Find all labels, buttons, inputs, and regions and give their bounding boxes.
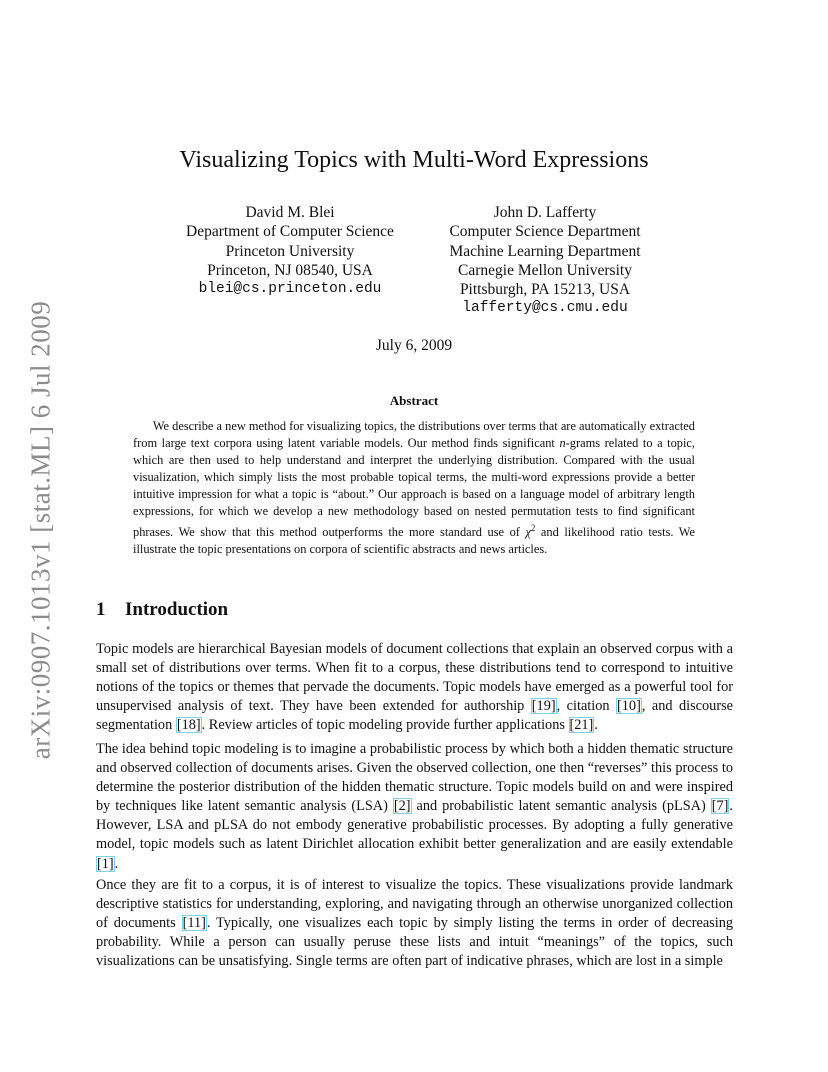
arxiv-identifier: arXiv:0907.1013v1 [stat.ML] 6 Jul 2009 bbox=[25, 300, 56, 760]
citation-link[interactable]: [1] bbox=[97, 855, 114, 872]
author-affiliation: Princeton University bbox=[225, 242, 355, 260]
abstract-text: -grams related to a topic, which are then used to help understand and interpret the underlying distribution. Compared with the usual visualization, which simply lists the most probable topical terms, the multi-word expressions provide a better intuitive impression for what a topic is “about.” Our approach is based on a language model of arbitrary length expressions, for which we develop a new methodology based on nested permutation tests to find significant phrases. We show that this method outperforms the more standard use of bbox=[133, 436, 695, 540]
abstract-text: We describe a new method for visualizing topics, the distributions over terms that are automatically extracted from large text corpora using latent variable models. Our method finds significant bbox=[133, 419, 695, 450]
paragraph-text: . However, LSA and pLSA do not embody generative probabilistic processes. By adopting a fully generative model, topic models such as latent Dirichlet allocation exhibit better generalization and are easily extendable bbox=[96, 798, 733, 853]
author-name: David M. Blei bbox=[245, 204, 335, 221]
paragraph-text: and probabilistic latent semantic analysis (pLSA) bbox=[411, 798, 711, 815]
author-affiliation: Computer Science Department bbox=[449, 223, 641, 241]
chi-symbol: χ bbox=[525, 525, 531, 540]
section-heading bbox=[96, 599, 228, 621]
citation-link[interactable]: [10] bbox=[617, 698, 641, 715]
author-affiliation: Department of Computer Science bbox=[186, 223, 394, 241]
paragraph-text: , and discourse segmentation bbox=[96, 698, 733, 734]
author-block-2 bbox=[425, 203, 665, 319]
citation-link[interactable]: [2] bbox=[393, 798, 411, 815]
paragraph-text: . bbox=[114, 855, 119, 872]
author-affiliation: Carnegie Mellon University bbox=[458, 261, 632, 279]
intro-paragraph-3 bbox=[96, 876, 733, 971]
author-affiliation: Pittsburgh, PA 15213, USA bbox=[459, 281, 631, 299]
section-title: Introduction bbox=[125, 599, 229, 620]
author-affiliation: Machine Learning Department bbox=[449, 242, 641, 260]
citation-link[interactable]: [11] bbox=[182, 915, 206, 932]
paragraph-text: The idea behind topic modeling is to imagine a probabilistic process by which both a hidden thematic structure and observed collection of documents arises. Given the observed collection, one then “reverses” this process to determine the posterior distribution of the hidden thematic structure. Topic models build on and were inspired by techniques like latent semantic analysis (LSA) bbox=[96, 741, 733, 815]
abstract-italic-n: n bbox=[559, 436, 566, 450]
paragraph-text: . Review articles of topic modeling provide further applications bbox=[201, 717, 569, 734]
citation-link[interactable]: [19] bbox=[531, 698, 556, 715]
paragraph-text: , citation bbox=[556, 698, 617, 715]
author-block-1 bbox=[170, 203, 410, 299]
intro-paragraph-1 bbox=[96, 640, 733, 735]
paragraph-text: Once they are fit to a corpus, it is of interest to visualize the topics. These visualizations provide landmark descriptive statistics for understanding, exploring, and navigating through an otherwise unorganized collection of documents bbox=[96, 877, 733, 932]
author-name: John D. Lafferty bbox=[493, 204, 597, 221]
paragraph-text: . Typically, one visualizes each topic by simply listing the terms in order of decreasing probability. While a person can usually peruse these lists and intuit “meanings” of the topics, such visualizations can be unsatisfying. Single terms are often part of indicative phrases, which are lost in a simple bbox=[96, 915, 733, 970]
chi-superscript: 2 bbox=[530, 523, 536, 533]
section-number: 1 bbox=[96, 599, 106, 620]
abstract-text: and likelihood ratio tests. We illustrate the topic presentations on corpora of scientific abstracts and news articles. bbox=[133, 525, 696, 557]
paragraph-text: . bbox=[594, 717, 598, 734]
author-email[interactable]: lafferty@cs.cmu.edu bbox=[462, 300, 628, 317]
citation-link[interactable]: [21] bbox=[569, 717, 594, 734]
paragraph-text: Topic models are hierarchical Bayesian models of document collections that explain an observed corpus with a small set of distributions over terms. When fit to a corpus, these distributions tend to correspond to intuitive notions of the topics or themes that pervade the documents. Topic models have emerged as a powerful tool for unsupervised analysis of text. They have been extended for authorship bbox=[96, 641, 733, 715]
paper-title: Visualizing Topics with Multi-Word Expressions bbox=[179, 147, 649, 173]
intro-paragraph-2 bbox=[96, 740, 733, 874]
abstract-heading: Abstract bbox=[389, 393, 439, 408]
paper-date: July 6, 2009 bbox=[375, 337, 453, 354]
author-email[interactable]: blei@cs.princeton.edu bbox=[198, 281, 382, 298]
author-affiliation: Princeton, NJ 08540, USA bbox=[207, 261, 373, 279]
citation-link[interactable]: [7] bbox=[711, 798, 729, 815]
citation-link[interactable]: [18] bbox=[176, 717, 201, 734]
abstract-body bbox=[133, 418, 695, 558]
